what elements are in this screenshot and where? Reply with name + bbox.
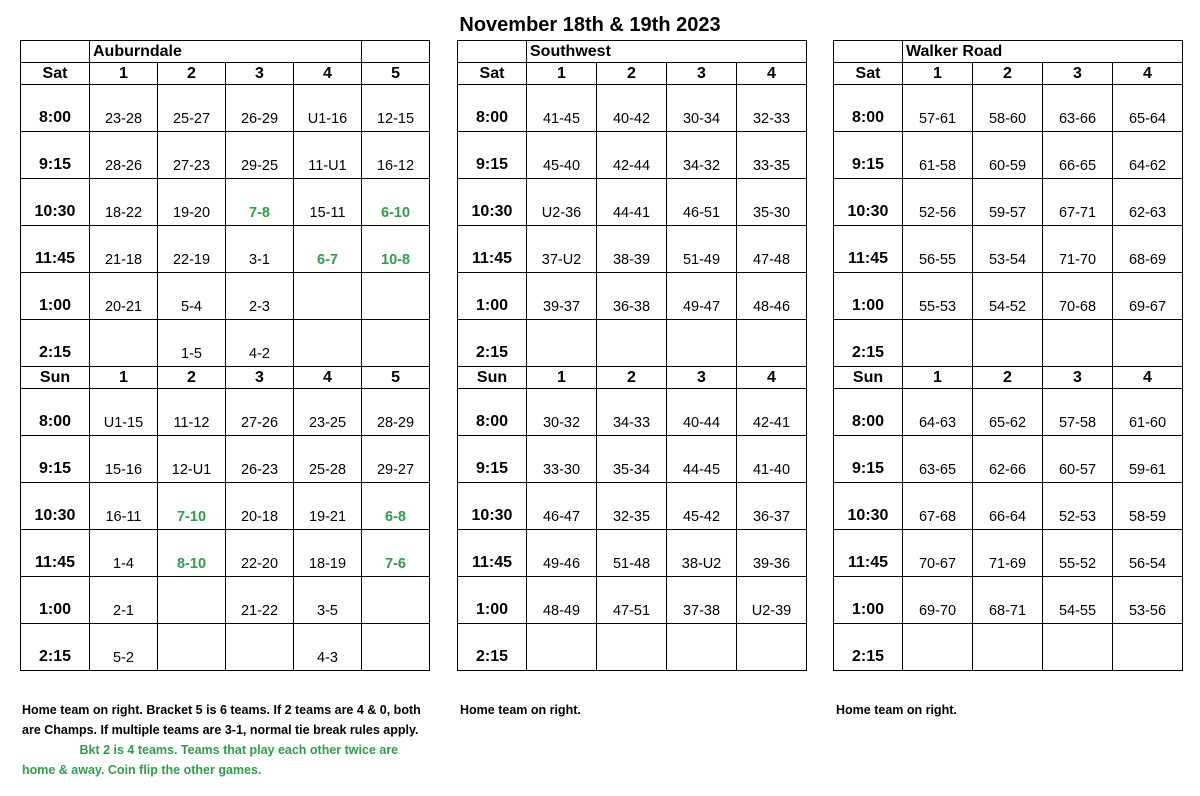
field-number: 1: [903, 63, 973, 85]
time-slot: 9:15: [458, 132, 527, 179]
game-cell: 53-56: [1113, 577, 1183, 624]
field-number: 4: [294, 63, 362, 85]
game-cell: 70-67: [903, 530, 973, 577]
time-slot: 1:00: [21, 577, 90, 624]
game-cell: 39-37: [527, 273, 597, 320]
game-cell: 15-11: [294, 179, 362, 226]
field-number: 3: [667, 367, 737, 389]
field-number: 4: [737, 63, 807, 85]
time-slot-row: [458, 132, 807, 179]
game-cell: [597, 624, 667, 671]
day-label: Sun: [834, 367, 903, 389]
game-cell: [527, 624, 597, 671]
time-slot-row: [21, 132, 430, 179]
game-cell: 10-8: [362, 226, 430, 273]
time-slot: 9:15: [458, 436, 527, 483]
field-number: 1: [90, 63, 158, 85]
game-cell: 7-6: [362, 530, 430, 577]
time-slot: 1:00: [834, 577, 903, 624]
game-cell: 2-3: [226, 273, 294, 320]
field-number: 5: [362, 367, 430, 389]
field-number: 2: [597, 367, 667, 389]
field-number: 4: [1113, 63, 1183, 85]
time-slot: 10:30: [458, 483, 527, 530]
game-cell: 63-66: [1043, 85, 1113, 132]
venue-name: Walker Road: [903, 41, 1183, 63]
game-cell: 38-39: [597, 226, 667, 273]
game-cell: 3-5: [294, 577, 362, 624]
game-cell: 6-10: [362, 179, 430, 226]
game-cell: [294, 320, 362, 367]
page-title: November 18th & 19th 2023: [459, 14, 721, 36]
game-cell: 4-2: [226, 320, 294, 367]
time-slot-row: [834, 320, 1183, 367]
day-label: Sat: [834, 63, 903, 85]
game-cell: 5-4: [158, 273, 226, 320]
game-cell: 42-41: [737, 389, 807, 436]
time-slot: 1:00: [458, 273, 527, 320]
southwest-schedule-table: [457, 40, 807, 671]
game-cell: 53-54: [973, 226, 1043, 273]
game-cell: 58-60: [973, 85, 1043, 132]
game-cell: 52-56: [903, 179, 973, 226]
game-cell: 26-23: [226, 436, 294, 483]
game-cell: 65-62: [973, 389, 1043, 436]
field-number: 2: [158, 367, 226, 389]
game-cell: 35-30: [737, 179, 807, 226]
sat-header-row: [21, 63, 430, 85]
southwest-note: Home team on right.: [460, 703, 581, 717]
game-cell: 41-45: [527, 85, 597, 132]
field-number: 4: [737, 367, 807, 389]
game-cell: 61-60: [1113, 389, 1183, 436]
blank-cell: [834, 41, 903, 63]
game-cell: 51-49: [667, 226, 737, 273]
game-cell: 34-33: [597, 389, 667, 436]
time-slot: 11:45: [21, 530, 90, 577]
time-slot-row: [458, 85, 807, 132]
field-number: 3: [226, 63, 294, 85]
time-slot: 9:15: [21, 132, 90, 179]
game-cell: 62-66: [973, 436, 1043, 483]
game-cell: [903, 624, 973, 671]
game-cell: 51-48: [597, 530, 667, 577]
time-slot-row: [21, 179, 430, 226]
sat-header-row: [458, 63, 807, 85]
game-cell: [1043, 624, 1113, 671]
time-slot: 2:15: [834, 624, 903, 671]
game-cell: 32-33: [737, 85, 807, 132]
time-slot-row: [834, 85, 1183, 132]
game-cell: 22-19: [158, 226, 226, 273]
time-slot-row: [458, 389, 807, 436]
time-slot: 9:15: [21, 436, 90, 483]
game-cell: 7-10: [158, 483, 226, 530]
venue-name-row: [458, 41, 807, 63]
game-cell: 30-32: [527, 389, 597, 436]
game-cell: [1113, 624, 1183, 671]
game-cell: 66-65: [1043, 132, 1113, 179]
game-cell: 59-61: [1113, 436, 1183, 483]
game-cell: 27-23: [158, 132, 226, 179]
time-slot: 8:00: [834, 389, 903, 436]
game-cell: 11-12: [158, 389, 226, 436]
game-cell: 26-29: [226, 85, 294, 132]
game-cell: 18-19: [294, 530, 362, 577]
game-cell: 42-44: [597, 132, 667, 179]
game-cell: 47-51: [597, 577, 667, 624]
game-cell: 49-47: [667, 273, 737, 320]
time-slot: 11:45: [458, 226, 527, 273]
walker-road-note: Home team on right.: [836, 703, 957, 717]
time-slot: 2:15: [458, 624, 527, 671]
field-number: 5: [362, 63, 430, 85]
time-slot: 8:00: [458, 85, 527, 132]
blank-cell: [458, 41, 527, 63]
time-slot: 2:15: [21, 320, 90, 367]
game-cell: 19-20: [158, 179, 226, 226]
game-cell: 46-51: [667, 179, 737, 226]
time-slot-row: [458, 483, 807, 530]
time-slot: 1:00: [458, 577, 527, 624]
time-slot: 2:15: [21, 624, 90, 671]
time-slot: 11:45: [834, 226, 903, 273]
field-number: 1: [527, 367, 597, 389]
game-cell: 16-11: [90, 483, 158, 530]
game-cell: 33-30: [527, 436, 597, 483]
game-cell: [1113, 320, 1183, 367]
game-cell: [90, 320, 158, 367]
field-number: 3: [1043, 63, 1113, 85]
game-cell: U1-16: [294, 85, 362, 132]
time-slot-row: [834, 389, 1183, 436]
time-slot: 1:00: [834, 273, 903, 320]
field-number: 3: [1043, 367, 1113, 389]
game-cell: 6-8: [362, 483, 430, 530]
game-cell: 69-70: [903, 577, 973, 624]
game-cell: 45-42: [667, 483, 737, 530]
game-cell: 58-59: [1113, 483, 1183, 530]
game-cell: 12-15: [362, 85, 430, 132]
game-cell: U2-36: [527, 179, 597, 226]
game-cell: 56-55: [903, 226, 973, 273]
field-number: 1: [903, 367, 973, 389]
game-cell: 37-38: [667, 577, 737, 624]
game-cell: 8-10: [158, 530, 226, 577]
time-slot-row: [458, 530, 807, 577]
time-slot-row: [458, 624, 807, 671]
game-cell: 60-57: [1043, 436, 1113, 483]
game-cell: [973, 320, 1043, 367]
game-cell: 11-U1: [294, 132, 362, 179]
game-cell: 39-36: [737, 530, 807, 577]
game-cell: 49-46: [527, 530, 597, 577]
game-cell: 23-28: [90, 85, 158, 132]
game-cell: 7-8: [226, 179, 294, 226]
time-slot-row: [21, 226, 430, 273]
blank-cell: [362, 41, 430, 63]
game-cell: 55-52: [1043, 530, 1113, 577]
venue-name-row: [834, 41, 1183, 63]
game-cell: 28-29: [362, 389, 430, 436]
game-cell: 57-61: [903, 85, 973, 132]
game-cell: 40-44: [667, 389, 737, 436]
game-cell: 66-64: [973, 483, 1043, 530]
game-cell: 18-22: [90, 179, 158, 226]
game-cell: 41-40: [737, 436, 807, 483]
game-cell: 21-18: [90, 226, 158, 273]
game-cell: 34-32: [667, 132, 737, 179]
game-cell: 44-45: [667, 436, 737, 483]
time-slot-row: [21, 530, 430, 577]
game-cell: 52-53: [1043, 483, 1113, 530]
time-slot: 8:00: [834, 85, 903, 132]
game-cell: 5-2: [90, 624, 158, 671]
game-cell: 68-69: [1113, 226, 1183, 273]
venue-name: Southwest: [527, 41, 807, 63]
game-cell: 37-U2: [527, 226, 597, 273]
field-number: 2: [973, 367, 1043, 389]
game-cell: 25-27: [158, 85, 226, 132]
game-cell: 46-47: [527, 483, 597, 530]
game-cell: [597, 320, 667, 367]
game-cell: 47-48: [737, 226, 807, 273]
game-cell: 63-65: [903, 436, 973, 483]
time-slot: 2:15: [458, 320, 527, 367]
game-cell: 20-18: [226, 483, 294, 530]
time-slot-row: [21, 483, 430, 530]
game-cell: 55-53: [903, 273, 973, 320]
game-cell: 30-34: [667, 85, 737, 132]
time-slot-row: [458, 577, 807, 624]
time-slot-row: [21, 320, 430, 367]
game-cell: 35-34: [597, 436, 667, 483]
sun-header-row: [21, 367, 430, 389]
auburndale-note-green-text: Bkt 2 is 4 teams. Teams that play each other twice are home & away. Coin flip the other games.: [22, 743, 399, 777]
time-slot: 9:15: [834, 436, 903, 483]
game-cell: 48-46: [737, 273, 807, 320]
time-slot: 10:30: [834, 483, 903, 530]
game-cell: 69-67: [1113, 273, 1183, 320]
time-slot-row: [458, 320, 807, 367]
game-cell: 36-38: [597, 273, 667, 320]
game-cell: 64-63: [903, 389, 973, 436]
time-slot-row: [21, 436, 430, 483]
game-cell: U2-39: [737, 577, 807, 624]
game-cell: 2-1: [90, 577, 158, 624]
time-slot-row: [834, 273, 1183, 320]
sun-header-row: [458, 367, 807, 389]
venue-name: Auburndale: [90, 41, 362, 63]
time-slot-row: [834, 436, 1183, 483]
time-slot: 11:45: [21, 226, 90, 273]
time-slot: 8:00: [458, 389, 527, 436]
game-cell: 1-4: [90, 530, 158, 577]
game-cell: [362, 273, 430, 320]
game-cell: 32-35: [597, 483, 667, 530]
game-cell: 65-64: [1113, 85, 1183, 132]
game-cell: 64-62: [1113, 132, 1183, 179]
game-cell: 1-5: [158, 320, 226, 367]
game-cell: [527, 320, 597, 367]
game-cell: [226, 624, 294, 671]
time-slot: 2:15: [834, 320, 903, 367]
game-cell: 16-12: [362, 132, 430, 179]
game-cell: 40-42: [597, 85, 667, 132]
walker-road-schedule-table: [833, 40, 1183, 671]
game-cell: 44-41: [597, 179, 667, 226]
game-cell: 71-69: [973, 530, 1043, 577]
game-cell: [737, 624, 807, 671]
game-cell: 27-26: [226, 389, 294, 436]
time-slot-row: [834, 226, 1183, 273]
game-cell: 23-25: [294, 389, 362, 436]
game-cell: [1043, 320, 1113, 367]
time-slot-row: [21, 273, 430, 320]
time-slot: 8:00: [21, 389, 90, 436]
time-slot-row: [21, 85, 430, 132]
field-number: 3: [226, 367, 294, 389]
game-cell: [158, 624, 226, 671]
time-slot: 9:15: [834, 132, 903, 179]
sat-header-row: [834, 63, 1183, 85]
day-label: Sun: [458, 367, 527, 389]
day-label: Sat: [21, 63, 90, 85]
time-slot-row: [834, 483, 1183, 530]
game-cell: 36-37: [737, 483, 807, 530]
game-cell: 22-20: [226, 530, 294, 577]
time-slot-row: [458, 436, 807, 483]
game-cell: 67-68: [903, 483, 973, 530]
field-number: 1: [90, 367, 158, 389]
time-slot-row: [458, 226, 807, 273]
game-cell: 62-63: [1113, 179, 1183, 226]
game-cell: 12-U1: [158, 436, 226, 483]
game-cell: 38-U2: [667, 530, 737, 577]
game-cell: 48-49: [527, 577, 597, 624]
time-slot: 11:45: [458, 530, 527, 577]
game-cell: 56-54: [1113, 530, 1183, 577]
venue-name-row: [21, 41, 430, 63]
sun-header-row: [834, 367, 1183, 389]
game-cell: 20-21: [90, 273, 158, 320]
time-slot: 10:30: [834, 179, 903, 226]
field-number: 4: [294, 367, 362, 389]
time-slot-row: [834, 530, 1183, 577]
game-cell: 33-35: [737, 132, 807, 179]
time-slot-row: [834, 577, 1183, 624]
game-cell: 59-57: [973, 179, 1043, 226]
game-cell: [294, 273, 362, 320]
time-slot-row: [21, 624, 430, 671]
day-label: Sat: [458, 63, 527, 85]
field-number: 3: [667, 63, 737, 85]
time-slot-row: [458, 179, 807, 226]
time-slot: 10:30: [21, 179, 90, 226]
game-cell: 6-7: [294, 226, 362, 273]
game-cell: U1-15: [90, 389, 158, 436]
game-cell: 61-58: [903, 132, 973, 179]
game-cell: 70-68: [1043, 273, 1113, 320]
game-cell: 28-26: [90, 132, 158, 179]
time-slot-row: [834, 132, 1183, 179]
blank-cell: [21, 41, 90, 63]
field-number: 1: [527, 63, 597, 85]
game-cell: 19-21: [294, 483, 362, 530]
game-cell: [362, 577, 430, 624]
time-slot: 8:00: [21, 85, 90, 132]
auburndale-note: [22, 700, 422, 780]
game-cell: [362, 320, 430, 367]
game-cell: 29-25: [226, 132, 294, 179]
game-cell: [667, 320, 737, 367]
game-cell: [973, 624, 1043, 671]
game-cell: 4-3: [294, 624, 362, 671]
field-number: 2: [597, 63, 667, 85]
game-cell: 54-52: [973, 273, 1043, 320]
day-label: Sun: [21, 367, 90, 389]
time-slot: 10:30: [21, 483, 90, 530]
game-cell: 71-70: [1043, 226, 1113, 273]
time-slot: 11:45: [834, 530, 903, 577]
game-cell: [362, 624, 430, 671]
game-cell: 57-58: [1043, 389, 1113, 436]
game-cell: 21-22: [226, 577, 294, 624]
game-cell: [667, 624, 737, 671]
auburndale-note-text: Home team on right. Bracket 5 is 6 teams. If 2 teams are 4 & 0, both are Champs. If multiple teams are 3-1, normal tie break rules apply.: [22, 703, 421, 737]
game-cell: [903, 320, 973, 367]
game-cell: 60-59: [973, 132, 1043, 179]
time-slot-row: [834, 179, 1183, 226]
game-cell: [737, 320, 807, 367]
time-slot: 10:30: [458, 179, 527, 226]
field-number: 4: [1113, 367, 1183, 389]
time-slot-row: [834, 624, 1183, 671]
auburndale-schedule-table: [20, 40, 430, 671]
field-number: 2: [158, 63, 226, 85]
game-cell: 54-55: [1043, 577, 1113, 624]
game-cell: 15-16: [90, 436, 158, 483]
game-cell: 29-27: [362, 436, 430, 483]
game-cell: 45-40: [527, 132, 597, 179]
time-slot-row: [21, 577, 430, 624]
time-slot-row: [458, 273, 807, 320]
time-slot: 1:00: [21, 273, 90, 320]
game-cell: 3-1: [226, 226, 294, 273]
game-cell: [158, 577, 226, 624]
game-cell: 25-28: [294, 436, 362, 483]
game-cell: 67-71: [1043, 179, 1113, 226]
field-number: 2: [973, 63, 1043, 85]
time-slot-row: [21, 389, 430, 436]
game-cell: 68-71: [973, 577, 1043, 624]
